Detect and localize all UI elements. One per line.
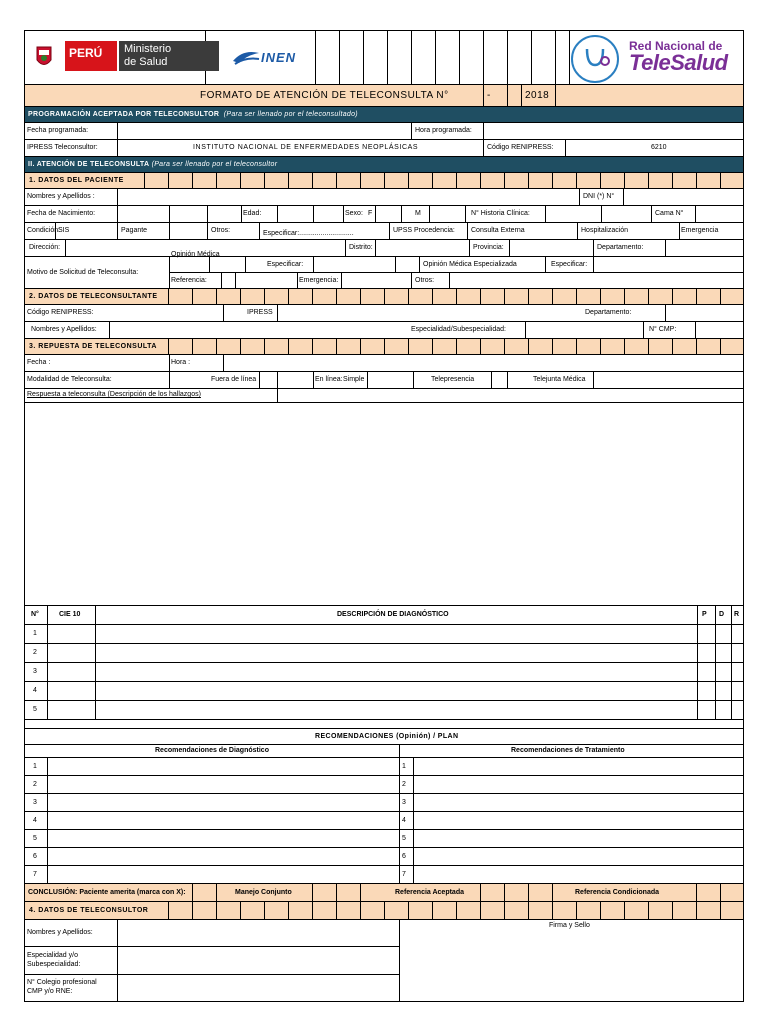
referencia-option: Referencia:	[171, 277, 207, 284]
condicion-label: Condición:	[27, 227, 61, 234]
recomendacion-diag-number: 4	[33, 817, 37, 824]
respuesta-hora-label: Hora :	[171, 359, 191, 366]
respuesta-fecha-label: Fecha :	[27, 359, 51, 366]
cama-label: Cama N°	[655, 210, 684, 217]
sexo-label: Sexo:	[345, 210, 363, 217]
datos-teleconsultante-band	[24, 289, 744, 305]
upss-procedencia-label: UPSS Procedencia:	[393, 227, 455, 234]
recomendacion-row	[24, 758, 744, 776]
fuera-linea-option: Fuera de línea	[211, 376, 257, 383]
recomendacion-row	[24, 830, 744, 848]
teleconsultor-especialidad-label-2: Subespecialidad:	[27, 961, 81, 968]
respuesta-hallazgos-area[interactable]	[24, 403, 744, 606]
recomendacion-diag-number: 5	[33, 835, 37, 842]
respuesta-hallazgos-label: Respuesta a teleconsulta (Descripción de los hallazgos)	[27, 391, 201, 398]
datos-paciente-band	[24, 173, 744, 189]
respuesta-band	[24, 339, 744, 355]
conclusion-row	[24, 884, 744, 902]
teleconsultor-block	[24, 920, 744, 1002]
conclusion-label: CONCLUSIÓN: Paciente amerita (marca con X):	[25, 884, 189, 901]
modalidad-row	[24, 372, 744, 389]
hospitalizacion-option: Hospitalización	[581, 227, 629, 234]
emergencia2-option: Emergencia:	[299, 277, 339, 284]
inen-text: INEN	[261, 50, 297, 65]
referencia-aceptada-option: Referencia Aceptada	[379, 884, 480, 901]
codigo-renipress-value: 6210	[651, 144, 667, 151]
recomendacion-trat-number: 3	[402, 799, 406, 806]
diagnostico-row	[24, 682, 744, 701]
diagnostico-header	[24, 606, 744, 625]
recomendacion-diag-number: 3	[33, 799, 37, 806]
emergencia-option: Emergencia	[681, 227, 719, 234]
historia-clinica-label: N° Historia Clínica:	[471, 210, 530, 217]
telesalud-line2: TeleSalud	[629, 50, 728, 75]
datos-teleconsultor-band	[24, 902, 744, 920]
edad-label: Edad:	[243, 210, 262, 217]
peru-badge	[65, 41, 117, 71]
recomendaciones-subheader	[24, 745, 744, 758]
recomendacion-trat-number: 6	[402, 853, 406, 860]
recomendacion-diag-number: 6	[33, 853, 37, 860]
paciente-nombres-label: Nombres y Apellidos :	[27, 193, 95, 200]
recomendacion-row	[24, 794, 744, 812]
programacion-band-title: PROGRAMACIÓN ACEPTADA POR TELECONSULTOR	[28, 111, 220, 118]
peru-text: PERÚ	[69, 46, 103, 60]
ipress-row	[24, 140, 744, 157]
diagnostico-row-number: 2	[33, 649, 37, 656]
respuesta-title: 3. REPUESTA DE TELECONSULTA	[25, 339, 161, 354]
fecha-nacimiento-label: Fecha de Nacimiento:	[27, 210, 96, 217]
opinion-especializada-option: Opinión Médica Especializada	[423, 261, 517, 268]
teleconsultante-ipress-label: IPRESS	[247, 309, 273, 316]
sis-option: SIS	[58, 227, 70, 234]
r-header: R	[734, 611, 740, 618]
p-header: P	[702, 611, 707, 618]
cie10-header: CIE 10	[59, 611, 81, 618]
recomendacion-row	[24, 812, 744, 830]
peru-shield-icon	[29, 42, 59, 72]
recomendacion-trat-number: 5	[402, 835, 406, 842]
recomendaciones-diagnostico-header: Recomendaciones de Diagnóstico	[155, 747, 269, 754]
recomendaciones-title-row	[24, 728, 744, 745]
firma-sello-label: Firma y Sello	[549, 922, 590, 929]
d-header: D	[719, 611, 725, 618]
datos-teleconsultante-title: 2. DATOS DE TELECONSULTANTE	[25, 289, 162, 304]
teleconsultor-nombres-label: Nombres y Apellidos:	[27, 929, 93, 936]
modalidad-label: Modalidad de Teleconsulta:	[27, 376, 112, 383]
programacion-band	[24, 107, 744, 123]
sexo-m-label: M	[415, 210, 421, 217]
en-linea-label: En línea:	[315, 376, 343, 383]
diagnostico-row	[24, 663, 744, 682]
telepresencia-option: Telepresencia	[431, 376, 475, 383]
simple-option: Simple	[343, 376, 365, 383]
recomendaciones-tratamiento-header: Recomendaciones de Tratamiento	[511, 747, 625, 754]
manejo-conjunto-option: Manejo Conjunto	[225, 884, 302, 901]
recomendacion-trat-number: 4	[402, 817, 406, 824]
title-year: 2018	[525, 90, 550, 101]
otros2-option: Otros:	[415, 277, 435, 284]
diagnostico-row	[24, 644, 744, 663]
dni-label: DNI (*) N°	[583, 193, 615, 200]
teleconsultante-cmp-label: N° CMP:	[649, 326, 677, 333]
diagnostico-row-number: 3	[33, 668, 37, 675]
respuesta-label-row	[24, 389, 744, 403]
diagnostico-row	[24, 625, 744, 644]
paciente-nacimiento-row	[24, 206, 744, 223]
especificar3-label: Especificar:	[551, 261, 588, 268]
de-salud-text: de Salud	[124, 56, 168, 68]
recomendacion-row	[24, 866, 744, 884]
recomendacion-diag-number: 2	[33, 781, 37, 788]
telejunta-option: Telejunta Médica	[533, 376, 586, 383]
recomendaciones-title: RECOMENDACIONES (Opinión) / PLAN	[315, 733, 459, 740]
sexo-f-label: F	[368, 210, 373, 217]
diagnostico-row	[24, 701, 744, 720]
diagnostico-row-number: 1	[33, 630, 37, 637]
form-header	[24, 30, 744, 85]
otros-option: Otros:	[211, 227, 231, 234]
recomendacion-diag-number: 7	[33, 871, 37, 878]
consulta-externa-option: Consulta Externa	[471, 227, 525, 234]
form-title-row	[24, 85, 744, 107]
teleconsultor-colegio-label-2: CMP y/o RNE:	[27, 988, 73, 995]
distrito-label: Distrito:	[349, 244, 373, 251]
teleconsultante-nombres-label: Nombres y Apellidos:	[31, 326, 97, 333]
pagante-option: Pagante	[121, 227, 148, 234]
provincia-label: Provincia:	[473, 244, 504, 251]
motivo-label: Motivo de Solicitud de Teleconsulta:	[27, 269, 139, 276]
teleconsultor-especialidad-label-1: Especialidad y/o	[27, 952, 78, 959]
direccion-label: Dirección:	[29, 244, 61, 251]
programacion-band-note: (Para ser llenado por el teleconsultado)	[223, 111, 358, 118]
diagnostico-rows	[24, 625, 744, 720]
teleconsultante-nombres-row	[24, 322, 744, 339]
recomendacion-row	[24, 776, 744, 794]
hora-programada-label: Hora programada:	[415, 127, 472, 134]
inen-logo	[231, 47, 305, 69]
respuesta-fecha-row	[24, 355, 744, 372]
ministerio-badge	[119, 41, 219, 71]
title-dash: -	[487, 90, 491, 101]
teleconsultante-especialidad-label: Especialidad/Subespecialidad:	[411, 326, 506, 333]
ipress-teleconsultor-value: INSTITUTO NACIONAL DE ENFERMEDADES NEOPLÁSICAS	[193, 144, 419, 151]
fecha-programada-label: Fecha programada:	[27, 127, 89, 134]
especificar-field: Especificar:............................	[263, 230, 354, 237]
teleconsultor-colegio-label-1: N° Colegio profesional	[27, 979, 97, 986]
diagnostico-row-number: 5	[33, 706, 37, 713]
atencion-band-note: (Para ser llenado por el teleconsultor	[151, 161, 278, 168]
teleconsultante-codigo-label: Código RENIPRESS:	[27, 309, 94, 316]
paciente-nombres-row	[24, 189, 744, 206]
recomendacion-trat-number: 7	[402, 871, 406, 878]
form-title: FORMATO DE ATENCIÓN DE TELECONSULTA N°	[200, 90, 449, 101]
condicion-row	[24, 223, 744, 240]
direccion-row	[24, 240, 744, 257]
opinion-medica-option: Opinión Médica	[171, 251, 220, 258]
teleconsultante-codigo-row	[24, 305, 744, 322]
especificar2-label: Especificar:	[267, 261, 304, 268]
atencion-band-title: II. ATENCIÓN DE TELECONSULTA	[28, 161, 150, 168]
recomendacion-diag-number: 1	[33, 763, 37, 770]
recomendacion-trat-number: 1	[402, 763, 406, 770]
codigo-renipress-label: Código RENIPRESS:	[487, 144, 554, 151]
recomendaciones-rows	[24, 758, 744, 884]
ministerio-text: Ministerio	[124, 43, 172, 55]
diagnostico-row-number: 4	[33, 687, 37, 694]
diagnostico-n-header: N°	[31, 611, 39, 618]
recomendacion-row	[24, 848, 744, 866]
telesalud-line1: Red Nacional de	[629, 39, 723, 53]
minsa-logo	[29, 41, 219, 73]
atencion-band	[24, 157, 744, 173]
telesalud-logo	[625, 39, 743, 79]
descripcion-diagnostico-header: DESCRIPCIÓN DE DIAGNÓSTICO	[337, 611, 449, 618]
telesalud-circle-icon	[571, 35, 619, 83]
recomendacion-trat-number: 2	[402, 781, 406, 788]
referencia-condicionada-option: Referencia Condicionada	[555, 884, 679, 901]
diagnostico-spacer	[24, 720, 744, 728]
teleconsultante-departamento-label: Departamento:	[585, 309, 632, 316]
departamento-label: Departamento:	[597, 244, 644, 251]
datos-paciente-title: 1. DATOS DEL PACIENTE	[25, 173, 128, 188]
teleconsulta-form	[24, 30, 744, 1002]
datos-teleconsultor-title: 4. DATOS DE TELECONSULTOR	[25, 902, 152, 919]
fecha-programada-row	[24, 123, 744, 140]
ipress-teleconsultor-label: IPRESS Teleconsultor:	[27, 144, 98, 151]
motivo-row	[24, 251, 744, 289]
